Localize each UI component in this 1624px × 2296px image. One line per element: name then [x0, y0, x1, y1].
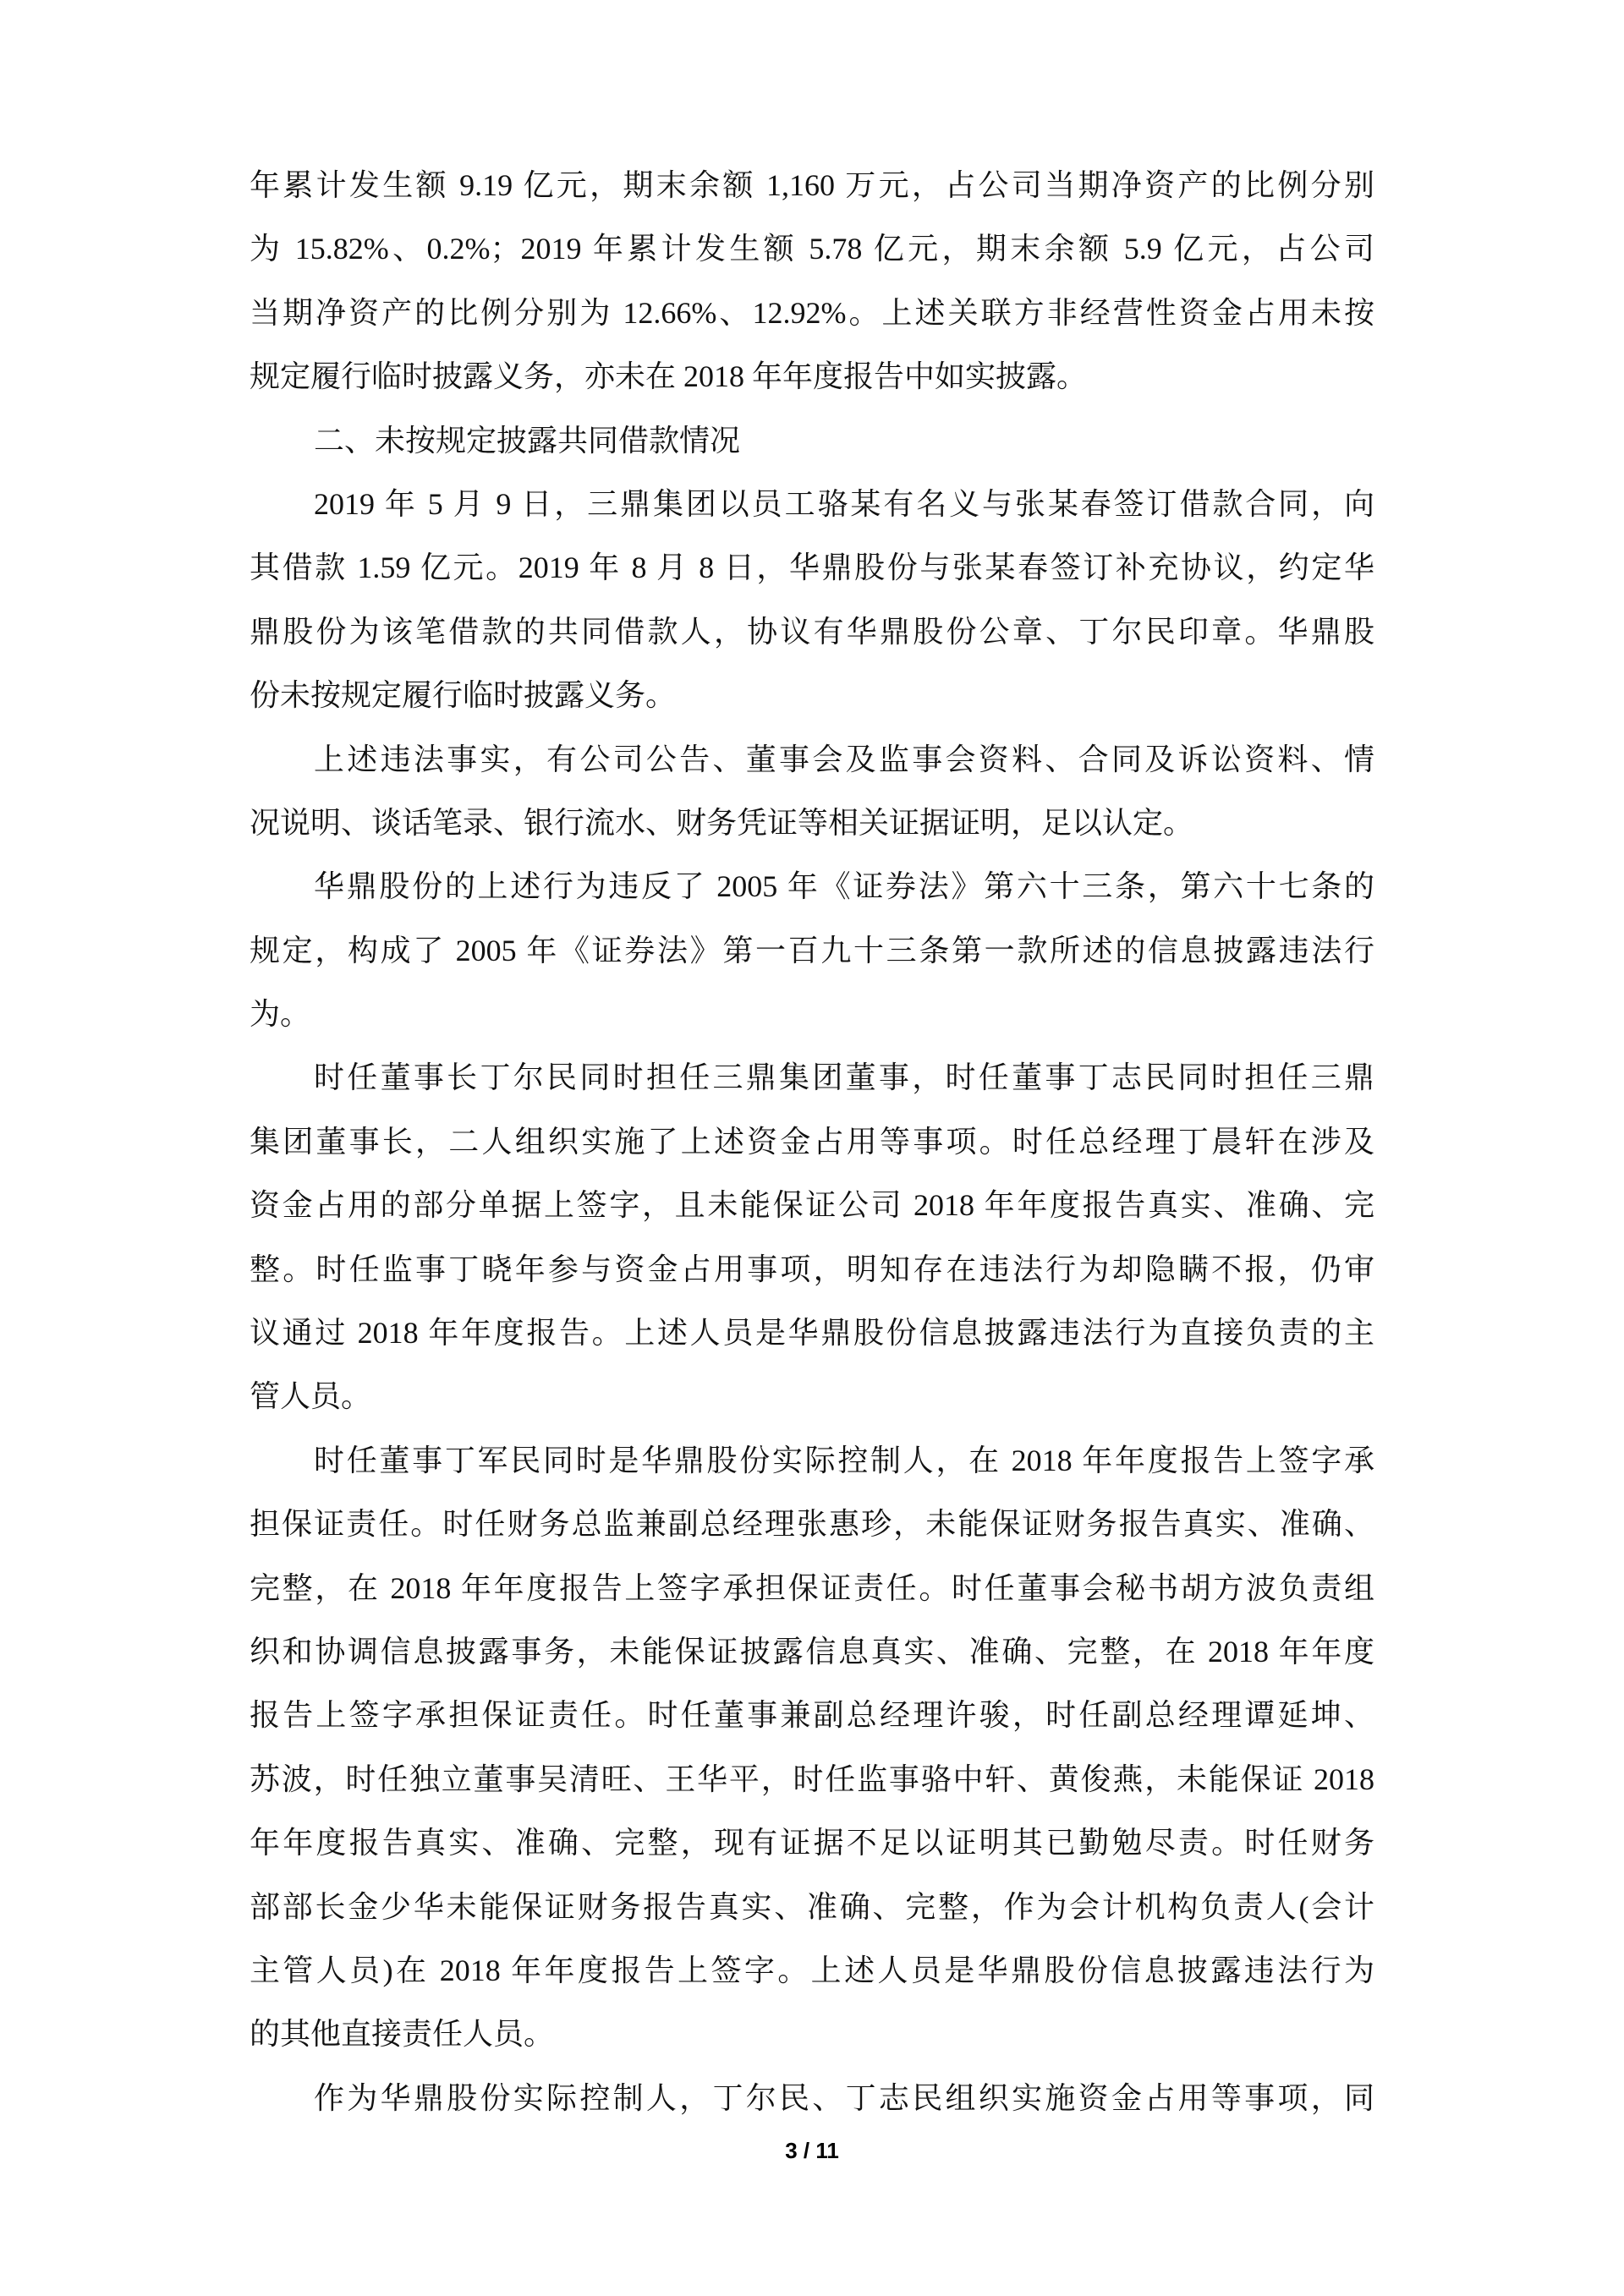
- text-line: 规定履行临时披露义务，亦未在 2018 年年度报告中如实披露。: [250, 359, 1088, 394]
- document-body: [250, 154, 1374, 2130]
- text-line: 年累计发生额 9.19 亿元，期末余额 1,160 万元，占公司当期净资产的比例分别: [250, 168, 1374, 202]
- text-line: 上述违法事实，有公司公告、董事会及监事会资料、合同及诉讼资料、情: [314, 742, 1374, 776]
- text-line: 部部长金少华未能保证财务报告真实、准确、完整，作为会计机构负责人(会计: [250, 1889, 1374, 1924]
- text-line: 况说明、谈话笔录、银行流水、财务凭证等相关证据证明，足以认定。: [250, 805, 1194, 840]
- text-line: 规定，构成了 2005 年《证券法》第一百九十三条第一款所述的信息披露违法行: [250, 933, 1374, 967]
- text-line: 主管人员)在 2018 年年度报告上签字。上述人员是华鼎股份信息披露违法行为: [250, 1953, 1374, 1987]
- text-line: 完整，在 2018 年年度报告上签字承担保证责任。时任董事会秘书胡方波负责组: [250, 1570, 1374, 1605]
- text-line: 当期净资产的比例分别为 12.66%、12.92%。上述关联方非经营性资金占用未按: [250, 295, 1374, 330]
- text-line: 整。时任监事丁晓年参与资金占用事项，明知存在违法行为却隐瞒不报，仍审: [250, 1252, 1374, 1286]
- page-number: 3 / 11: [785, 2138, 839, 2163]
- text-line: 议通过 2018 年年度报告。上述人员是华鼎股份信息披露违法行为直接负责的主: [250, 1316, 1374, 1351]
- text-line: 担保证责任。时任财务总监兼副总经理张惠珍，未能保证财务报告真实、准确、: [250, 1507, 1374, 1542]
- text-line: 华鼎股份的上述行为违反了 2005 年《证券法》第六十三条，第六十七条的: [314, 869, 1374, 904]
- text-line: 集团董事长，二人组织实施了上述资金占用等事项。时任总经理丁晨轩在涉及: [250, 1124, 1374, 1159]
- section-heading: 二、未按规定披露共同借款情况: [314, 423, 741, 458]
- text-line: 为 15.82%、0.2%；2019 年累计发生额 5.78 亿元，期末余额 5.9 亿元，占公司: [250, 232, 1374, 266]
- text-line: 时任董事丁军民同时是华鼎股份实际控制人，在 2018 年年度报告上签字承: [314, 1443, 1374, 1477]
- text-line: 的其他直接责任人员。: [250, 2017, 555, 2052]
- text-line: 管人员。: [250, 1379, 372, 1414]
- text-line: 报告上签字承担保证责任。时任董事兼副总经理许骏，时任副总经理谭延坤、: [250, 1698, 1374, 1733]
- text-line: 鼎股份为该笔借款的共同借款人，协议有华鼎股份公章、丁尔民印章。华鼎股: [250, 614, 1374, 649]
- text-line: 资金占用的部分单据上签字，且未能保证公司 2018 年年度报告真实、准确、完: [250, 1188, 1374, 1223]
- text-line: 2019 年 5 月 9 日，三鼎集团以员工骆某有名义与张某春签订借款合同，向: [314, 486, 1374, 521]
- text-line: 其借款 1.59 亿元。2019 年 8 月 8 日，华鼎股份与张某春签订补充协议，约定华: [250, 551, 1374, 585]
- text-line: 份未按规定履行临时披露义务。: [250, 678, 677, 713]
- text-line: 苏波，时任独立董事吴清旺、王华平，时任监事骆中轩、黄俊燕，未能保证 2018: [250, 1762, 1374, 1796]
- text-line: 织和协调信息披露事务，未能保证披露信息真实、准确、完整，在 2018 年年度: [250, 1634, 1374, 1669]
- text-line: 作为华鼎股份实际控制人，丁尔民、丁志民组织实施资金占用等事项，同: [314, 2080, 1374, 2115]
- text-line: 为。: [250, 997, 311, 1032]
- text-line: 时任董事长丁尔民同时担任三鼎集团董事，时任董事丁志民同时担任三鼎: [314, 1060, 1374, 1095]
- text-line: 年年度报告真实、准确、完整，现有证据不足以证明其已勤勉尽责。时任财务: [250, 1826, 1374, 1860]
